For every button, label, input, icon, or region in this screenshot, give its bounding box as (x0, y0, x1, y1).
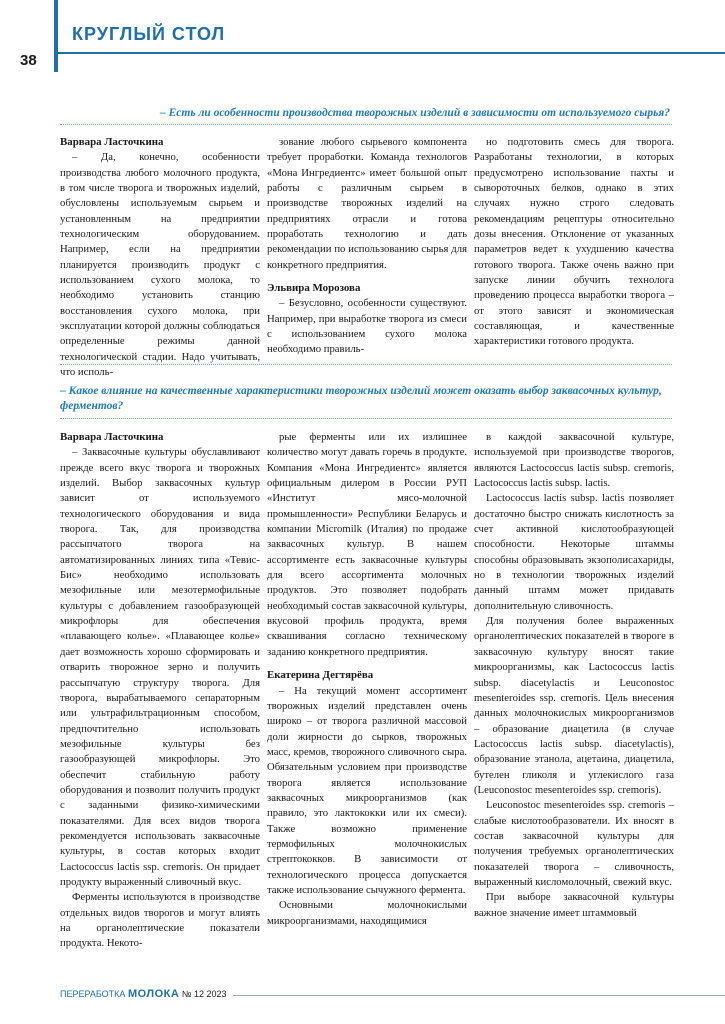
paragraph: но подготовить смесь для творога. Разработаны технологии, в которых предусмотрено использование пахты и сывороточных белков, однако в этих случаях нужно строго следовать рекомендациям рецептуры относительно дозы внесения. Отклонение от указанных параметров ведет к ухудшению качества готового творога. Также очень важно при запуске линии обучить технолога проведению процесса выработки творога – от этого зависят и экономическая составляющая, и качественные характеристики готового продукта. (474, 136, 674, 348)
paragraph: зование любого сырьевого компонента требует проработки. Команда технологов «Мона Ингредиентс» имеет большой опыт работы с различным сырьем в производстве творожных изделий на предприятиях отрасли и готова проработать технологию и дать рекомендации по использованию сырья для конкретного предприятия. (267, 136, 467, 271)
speaker-name: Варвара Ласточкина (60, 431, 164, 443)
paragraph: Leuconostoc mesenteroides ssp. cremoris – слабые кислотообразователи. Их вносят в состав заквасочной культуры для получения требуемых органолептических показателей творога – сливочность, выраженный кисломолочный, свежий вкус. (474, 799, 674, 888)
q2-column-1 (60, 430, 260, 978)
page-footer (60, 988, 725, 1002)
header-rule (58, 52, 725, 54)
section-title: КРУГЛЫЙ СТОЛ (72, 24, 226, 44)
question-2-top-rule (60, 364, 672, 365)
question-2: – Какое влияние на качественные характеристики творожных изделий может оказать выбор заквасочных культур, ферментов? (60, 385, 662, 412)
footer-issue: № 12 2023 (181, 989, 227, 999)
q2-column-2 (267, 430, 467, 978)
paragraph: – На текущий момент ассортимент творожных изделий представлен очень широко – от творога различной массовой доли жирности до сырков, творожных масс, кремов, творожного сливочного сыра. Обязательным условием при производстве творога является использование заквасочных микроорганизмов (как правило, это лактококки или их смеси). Также возможно применение термофильных молочнокислых стрептококков. В зависимости от технологического процесса допускается также использование сычужного фермента. (267, 684, 467, 896)
question-1: – Есть ли особенности производства творожных изделий в зависимости от используемого сырья? (159, 107, 670, 119)
speaker-name: Екатерина Дегтярёва (267, 669, 374, 682)
speaker-name: Варвара Ласточкина (60, 136, 164, 148)
question-1-rule (60, 124, 672, 125)
paragraph: При выборе заквасочной культуры важное значение имеет штаммовый (474, 891, 674, 919)
paragraph: Основными молочнокислыми микроорганизмами, находящимися (267, 899, 467, 927)
q1-column-2 (267, 135, 467, 360)
paragraph: – Безусловно, особенности существуют. Например, при выработке творога из смеси с использованием сухого молока необходимо правиль- (267, 297, 467, 356)
footer-magazine-prefix: ПЕРЕРАБОТКА (60, 989, 126, 999)
q1-column-3 (474, 135, 674, 360)
speaker-name: Эльвира Морозова (267, 282, 361, 295)
question-2-rule (60, 418, 672, 419)
page-number: 38 (20, 52, 37, 69)
paragraph: рые ферменты или их излишнее количество могут давать горечь в продукте. Компания «Мона Ингредиентс» является официальным дилером в России РУП «Институт мясо-молочной промышленности» Республики Беларусь и компании Micromilk (Италия) по продаже заквасочных культур. В нашем ассортименте есть заквасочные культуры для всего ассортимента молочных продуктов. Это позволяет подобрать необходимый состав заквасочной культуры, вкусовой профиль продукта, время сквашивания согласно техническому заданию конкретного предприятия. (267, 431, 467, 658)
paragraph: Ферменты используются в производстве отдельных видов творогов и могут влиять на органолептические показатели продукта. Некото- (60, 891, 260, 950)
header-accent-bar (54, 0, 58, 72)
q2-column-3 (474, 430, 674, 978)
paragraph: в каждой заквасочной культуре, используемой при производстве творогов, являются Lactococcus lactis subsp. cremoris, Lactococcus lactis subsp. lactis. (474, 431, 674, 490)
paragraph: Lactococcus lactis subsp. lactis позволяет достаточно быстро снижать кислотность за счет активной кислотообразующей способности. Некоторые штаммы способны образовывать экзополисахариды, но в технологии творожных изделий данный штамм может придавать дополнительную сливочность. (474, 492, 674, 612)
footer-magazine-label (60, 988, 233, 1000)
footer-magazine-name: МОЛОКА (127, 988, 180, 1000)
paragraph: – Заквасочные культуры обуславливают прежде всего вкус творога и творожных изделий. Выбор заквасочных культур зависит от используемого технологического оборудования и вида творога. Так, для производства рассыпчатого творога на автоматизированных линиях типа «Тевис-Бис» необходимо использовать мезофильные или мезотермофильные культуры с добавлением газообразующей микрофлоры для обеспечения «плавающего колье». «Плавающее колье» дает возможность хорошо сформировать и отварить творожное зерно и получить рассыпчатую структуру творога. Для творога, вырабатываемого сепараторным или ультрафильтрационным способом, предпочтительно использовать мезофильные культуры без газообразующей микрофлоры. Это обеспечит стабильную работу оборудования и позволит получить продукт с заданными физико-химическими показателями. Для всех видов творога рекомендуется использовать заквасочные культуры, в состав которых входит Lactococcus lactis ssp. cremoris. Он придает продукту выраженный сливочный вкус. (60, 446, 260, 888)
paragraph: Для получения более выраженных органолептических показателей в твороге в заквасочную культуру вносят такие микроорганизмы, как Lactococcus lactis subsp. diacetylactis и Leuconostoc mesenteroides ssp. cremoris. Цель внесения данных молочнокислых микроорганизмов – образование диацетила (в случае Lactococcus lactis subsp. diacetylactis), образование этанола, ацетаина, диацетила, бутелен гликоля и углекислого газа (Leuconostoc mesenteroides ssp. cremoris). (474, 615, 674, 796)
q1-column-1 (60, 135, 260, 379)
paragraph: – Да, конечно, особенности производства любого молочного продукта, в том числе творога и творожных изделий, обусловлены используемым сырьем и установленным на предприятии технологическим оборудованием. Например, если на предприятии планируется производить продукт с использованием сухого молока, то необходимо установить станцию восстановления сухого молока, при эксплуатации которой должны соблюдаться определенные режимы данной технологической стадии. Надо учитывать, что исполь- (60, 151, 260, 379)
